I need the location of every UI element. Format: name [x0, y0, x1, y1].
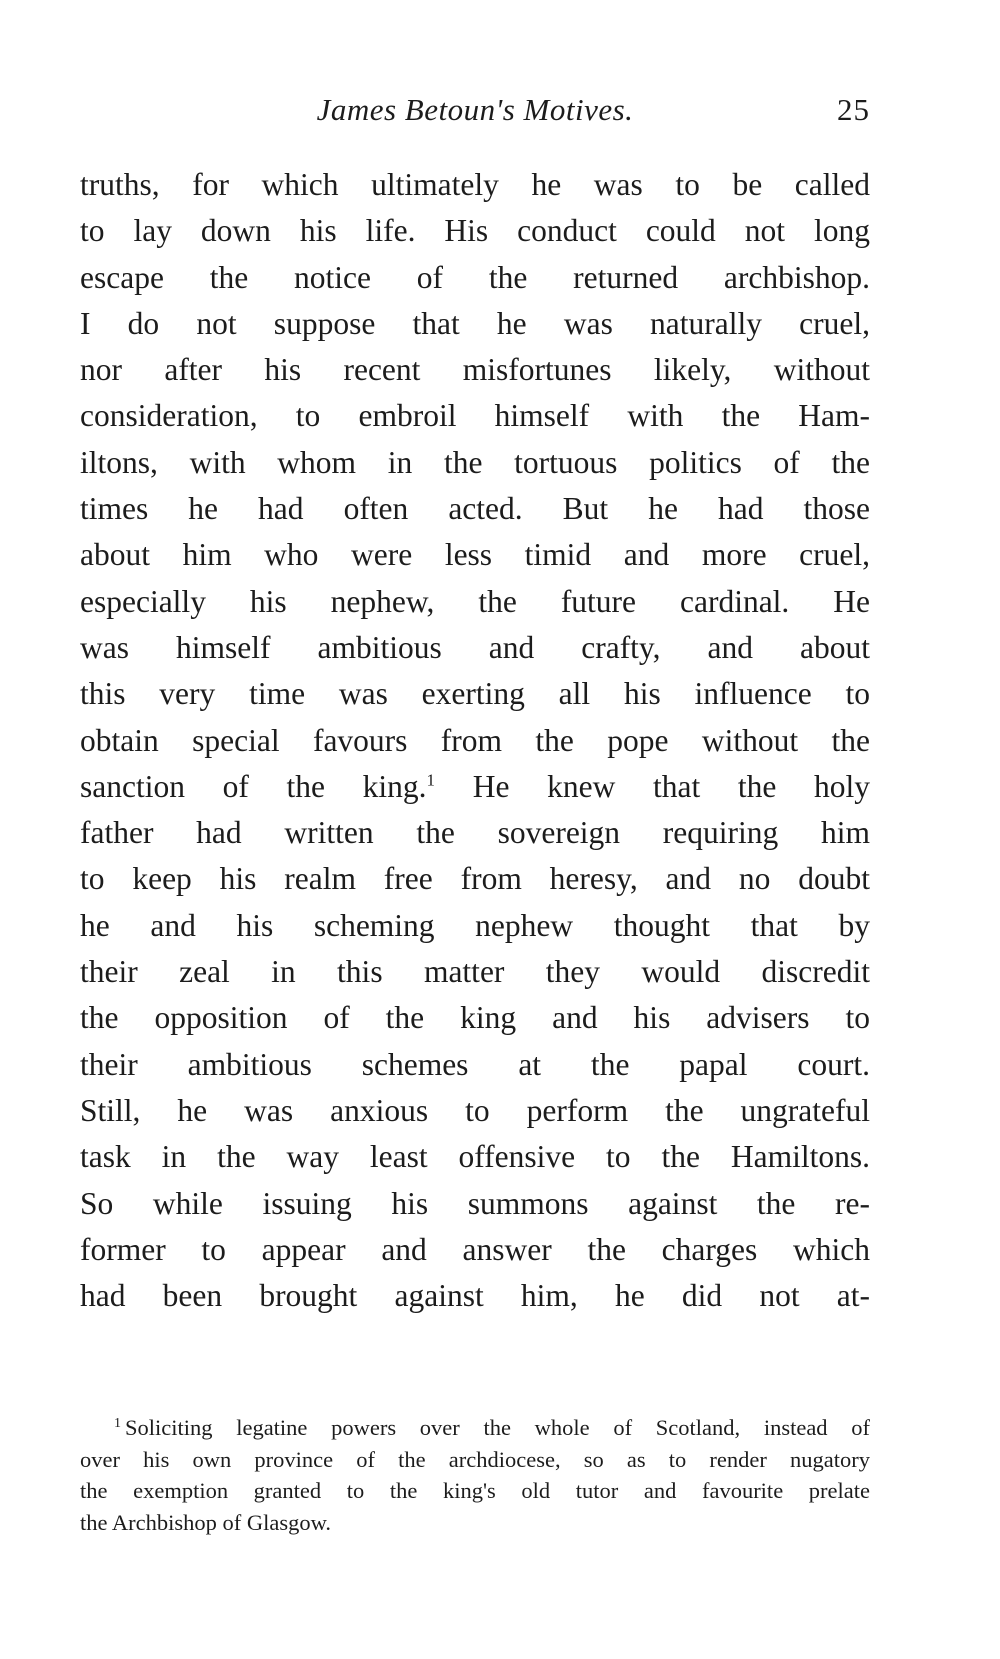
- text-line: to keep his realm free from heresy, and no doubt: [80, 861, 870, 897]
- text-line: iltons, with whom in the tortuous politics of the: [80, 444, 870, 480]
- footnote-reference[interactable]: 1: [426, 770, 436, 790]
- text-line: their zeal in this matter they would discredit: [80, 954, 870, 990]
- text-line: nor after his recent misfortunes likely, without: [80, 352, 870, 388]
- text-line: especially his nephew, the future cardinal. He: [80, 583, 870, 619]
- text-line: had been brought against him, he did not at-: [80, 1278, 870, 1314]
- footnote-line: over his own province of the archdiocese, so as to render nugatory: [80, 1446, 870, 1472]
- text-line: this very time was exerting all his influence to: [80, 676, 870, 712]
- text-line: obtain special favours from the pope without the: [80, 722, 870, 758]
- text-line: task in the way least offensive to the Hamiltons.: [80, 1139, 870, 1175]
- footnote-line: the Archbishop of Glasgow.: [80, 1509, 332, 1535]
- text-line-with-footnote-ref: [80, 764, 870, 810]
- text-line: their ambitious schemes at the papal court.: [80, 1046, 870, 1082]
- text-line: I do not suppose that he was naturally cruel,: [80, 305, 870, 341]
- text-line: the opposition of the king and his advisers to: [80, 1000, 870, 1036]
- text-line: consideration, to embroil himself with the Ham-: [80, 398, 870, 434]
- text-line: former to appear and answer the charges which: [80, 1231, 870, 1267]
- footnote-mark: 1: [114, 1415, 121, 1431]
- text-line: truths, for which ultimately he was to be called: [80, 167, 870, 202]
- page-number: 25: [837, 92, 870, 127]
- text-segment: sanction of the king.: [80, 768, 427, 804]
- text-line: about him who were less timid and more cruel,: [80, 537, 870, 573]
- running-title: James Betoun's Motives.: [316, 92, 634, 127]
- text-segment: He knew that the holy: [435, 768, 870, 804]
- text-line: So while issuing his summons against the re-: [80, 1185, 870, 1221]
- text-line: times he had often acted. But he had those: [80, 491, 870, 527]
- text-line: father had written the sovereign requiring him: [80, 815, 870, 851]
- text-line: escape the notice of the returned archbishop.: [80, 259, 870, 295]
- running-head: [80, 92, 870, 132]
- text-line: he and his scheming nephew thought that by: [80, 907, 870, 943]
- footnote-line: [80, 1412, 870, 1444]
- body-text: [80, 162, 870, 1319]
- footnote: [80, 1412, 870, 1538]
- footnote-text: Soliciting legatine powers over the whole of Scotland, instead of: [125, 1415, 870, 1440]
- text-line: to lay down his life. His conduct could not long: [80, 213, 870, 249]
- text-line: was himself ambitious and crafty, and about: [80, 629, 870, 665]
- footnote-line: the exemption granted to the king's old tutor and favourite prelate: [80, 1478, 870, 1504]
- text-line: Still, he was anxious to perform the ungrateful: [80, 1092, 870, 1128]
